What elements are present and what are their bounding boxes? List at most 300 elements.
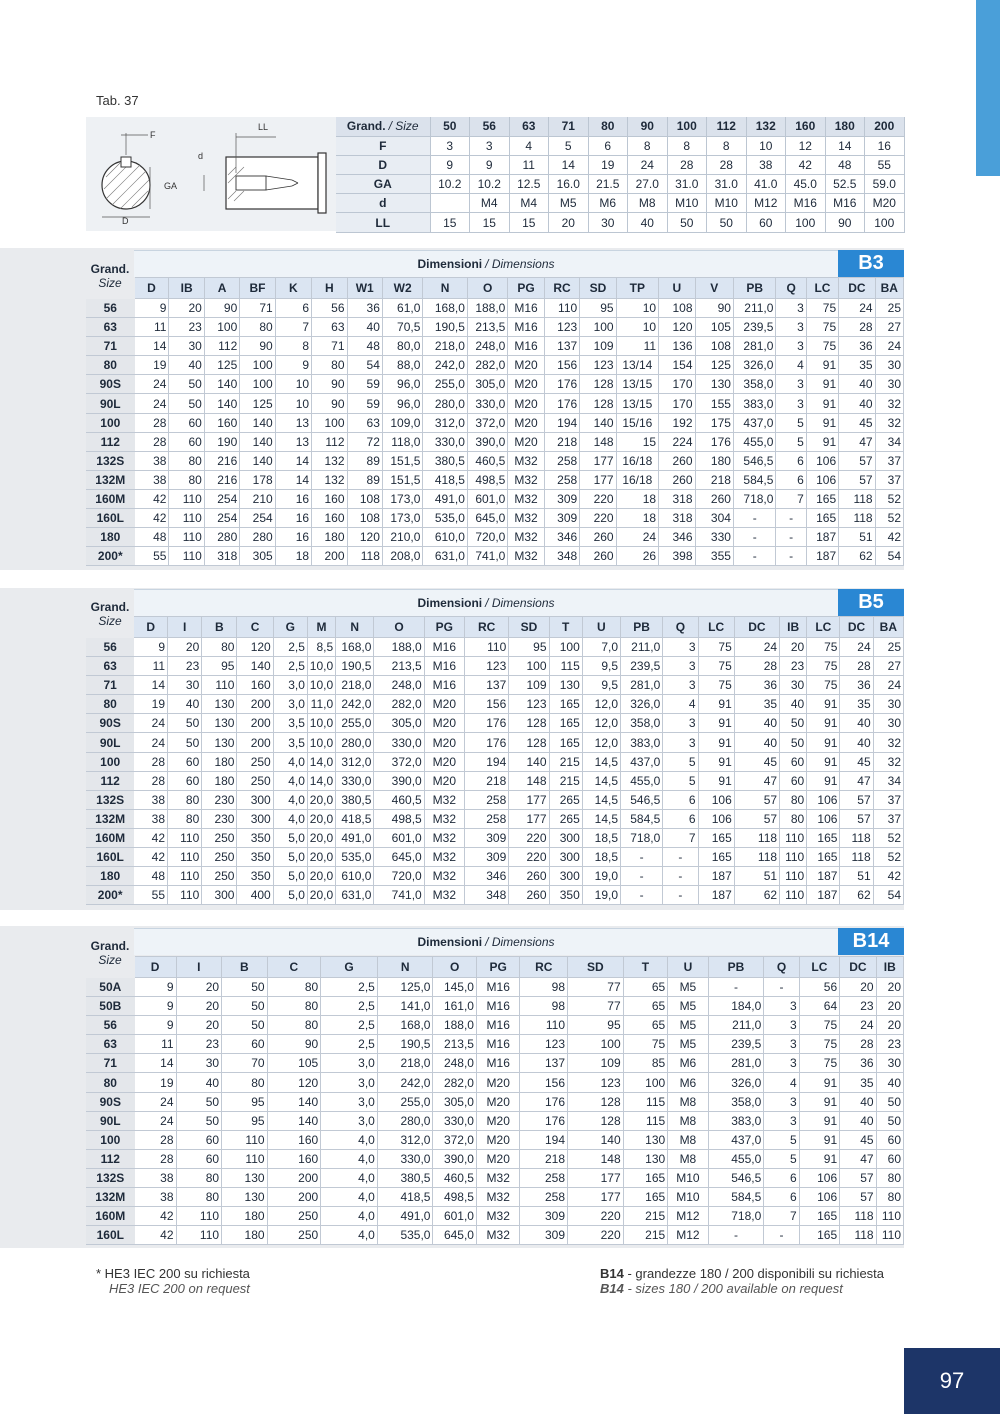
data-cell: 156 — [544, 356, 579, 375]
data-cell: 35 — [840, 695, 873, 714]
grand-label: Grand. Size — [90, 939, 130, 967]
data-cell: 125 — [204, 356, 239, 375]
data-cell: 5,0 — [273, 828, 307, 847]
data-cell: M20 — [508, 413, 544, 432]
data-cell: M32 — [424, 867, 464, 886]
data-cell: 220 — [580, 489, 616, 508]
data-cell: 250 — [202, 848, 237, 867]
data-cell: 14 — [135, 337, 169, 356]
data-cell: 2,5 — [321, 997, 378, 1016]
data-cell: 535,0 — [336, 848, 374, 867]
data-cell: 24 — [875, 337, 903, 356]
size-cell: 16 — [865, 136, 905, 155]
data-cell: 28 — [134, 771, 167, 790]
data-cell: 45 — [840, 1130, 876, 1149]
data-cell: 140 — [240, 451, 275, 470]
data-cell: 190,5 — [423, 318, 468, 337]
table-row — [86, 1092, 904, 1111]
data-cell: 326,0 — [708, 1073, 764, 1092]
column-header: TP — [616, 278, 658, 299]
data-cell: 260 — [659, 451, 695, 470]
table-row — [86, 1207, 904, 1226]
data-cell: 180 — [312, 528, 347, 547]
data-cell: 330,0 — [374, 733, 424, 752]
data-cell: 260 — [695, 489, 733, 508]
data-cell: 3 — [776, 299, 806, 318]
data-cell: 10,0 — [307, 676, 335, 695]
data-cell: - — [776, 547, 806, 566]
table-row — [86, 318, 904, 337]
data-cell: 120 — [267, 1073, 321, 1092]
data-cell: M12 — [668, 1226, 708, 1245]
column-header: U — [668, 957, 708, 978]
data-cell: 4,0 — [321, 1207, 378, 1226]
column-header: SD — [580, 278, 616, 299]
data-cell: 110 — [169, 528, 204, 547]
data-cell: 305,0 — [374, 714, 424, 733]
data-cell: 60 — [169, 432, 204, 451]
data-cell: 110 — [176, 1207, 222, 1226]
size-header-cell: 132 — [746, 117, 786, 136]
data-cell: 110 — [520, 1016, 568, 1035]
data-cell: 216 — [204, 470, 239, 489]
data-cell: 14,5 — [582, 771, 620, 790]
data-cell: 130 — [695, 375, 733, 394]
data-cell: 24 — [616, 528, 658, 547]
data-cell: 5 — [764, 1149, 799, 1168]
column-header: T — [549, 617, 582, 638]
data-cell: 210,0 — [382, 528, 422, 547]
data-cell: 190,5 — [377, 1035, 433, 1054]
data-cell: 242,0 — [423, 356, 468, 375]
data-cell: 3 — [764, 1111, 799, 1130]
data-cell: 50 — [222, 997, 268, 1016]
data-cell: 718,0 — [708, 1207, 764, 1226]
data-cell: 184,0 — [708, 997, 764, 1016]
data-cell: 118 — [840, 1226, 876, 1245]
data-cell: 165 — [549, 733, 582, 752]
data-cell: 140 — [204, 394, 239, 413]
data-cell: - — [663, 886, 698, 905]
data-cell: 170 — [659, 394, 695, 413]
data-cell: 455,0 — [708, 1149, 764, 1168]
data-cell: 80 — [168, 809, 202, 828]
size-cell: 3 — [430, 136, 470, 155]
column-header: G — [321, 957, 378, 978]
size-cell: 19 — [588, 155, 628, 174]
data-cell: 57 — [840, 1188, 876, 1207]
data-cell: 110 — [544, 299, 579, 318]
data-cell: M32 — [424, 790, 464, 809]
data-cell: M20 — [476, 1111, 520, 1130]
data-cell: 42 — [134, 828, 167, 847]
data-cell: 187 — [806, 547, 838, 566]
data-cell: 118 — [734, 828, 779, 847]
row-size-cell: 80 — [86, 695, 134, 714]
data-cell: 26 — [616, 547, 658, 566]
size-cell: 60 — [746, 213, 786, 232]
data-cell: 318 — [659, 509, 695, 528]
data-cell: 148 — [509, 771, 549, 790]
data-cell: M32 — [508, 470, 544, 489]
data-cell: 194 — [544, 413, 579, 432]
data-cell: 330 — [695, 528, 733, 547]
data-cell: 239,5 — [733, 318, 775, 337]
data-cell: 380,5 — [423, 451, 468, 470]
size-cell: 52.5 — [825, 175, 865, 194]
data-cell: 95 — [509, 638, 549, 657]
data-cell: 118 — [840, 1207, 876, 1226]
data-cell: 176 — [544, 394, 579, 413]
data-cell: 546,5 — [708, 1168, 764, 1187]
data-cell: 584,5 — [708, 1188, 764, 1207]
data-cell: 89 — [347, 470, 382, 489]
column-header: B — [202, 617, 237, 638]
data-cell: 165 — [698, 848, 734, 867]
size-cell: 31.0 — [707, 175, 747, 194]
data-cell: 24 — [134, 733, 167, 752]
data-cell: 108 — [347, 489, 382, 508]
size-cell: M16 — [825, 194, 865, 213]
data-cell: M6 — [668, 1054, 708, 1073]
data-cell: 176 — [544, 375, 579, 394]
data-cell: 218,0 — [336, 676, 374, 695]
data-cell: 610,0 — [423, 528, 468, 547]
data-cell: 65 — [623, 978, 668, 997]
table-row — [86, 299, 904, 318]
data-cell: 72 — [347, 432, 382, 451]
data-cell: 36 — [840, 676, 873, 695]
data-cell: 11,0 — [307, 695, 335, 714]
data-cell: 2,5 — [321, 1016, 378, 1035]
data-cell: 187 — [698, 886, 734, 905]
data-cell: 35 — [839, 356, 875, 375]
data-cell: 491,0 — [423, 489, 468, 508]
table-row — [86, 867, 904, 886]
row-size-cell: 56 — [86, 299, 135, 318]
data-cell: 36 — [347, 299, 382, 318]
table-row — [86, 489, 904, 508]
table-row — [86, 432, 904, 451]
row-size-cell: 80 — [86, 356, 135, 375]
data-cell: 91 — [698, 695, 734, 714]
data-cell: 60 — [168, 771, 202, 790]
data-cell: 242,0 — [336, 695, 374, 714]
data-cell: 24 — [135, 394, 169, 413]
size-cell: 38 — [746, 155, 786, 174]
data-cell: 48 — [135, 528, 169, 547]
data-cell: 71 — [240, 299, 275, 318]
data-cell: 18,5 — [582, 848, 620, 867]
data-cell: 60 — [176, 1149, 222, 1168]
size-cell: 41.0 — [746, 175, 786, 194]
data-cell: 584,5 — [733, 470, 775, 489]
table-row — [86, 695, 904, 714]
data-cell: 19,0 — [582, 867, 620, 886]
data-cell: 128 — [580, 375, 616, 394]
data-cell: 28 — [135, 413, 169, 432]
row-size-cell: 112 — [86, 771, 134, 790]
data-cell: 187 — [807, 886, 840, 905]
table-row — [86, 394, 904, 413]
data-cell: 75 — [623, 1035, 668, 1054]
column-header: RC — [520, 957, 568, 978]
data-cell: 27 — [875, 318, 903, 337]
size-cell: M8 — [628, 194, 668, 213]
data-cell: 23 — [840, 997, 876, 1016]
data-cell: 30 — [169, 337, 204, 356]
data-cell: 125 — [240, 394, 275, 413]
data-cell: 3 — [663, 733, 698, 752]
data-cell: 30 — [875, 356, 903, 375]
data-cell: 258 — [464, 790, 508, 809]
data-cell: 645,0 — [374, 848, 424, 867]
label-d: d — [198, 151, 204, 161]
data-cell: 250 — [267, 1226, 321, 1245]
table-row — [86, 375, 904, 394]
data-cell: 12,0 — [582, 733, 620, 752]
table-row — [86, 413, 904, 432]
data-cell: 180 — [222, 1226, 268, 1245]
dimensions-header: Dimensioni / Dimensions — [134, 250, 838, 277]
data-cell: 110 — [168, 828, 202, 847]
data-cell: 254 — [204, 509, 239, 528]
data-cell: 218 — [544, 432, 579, 451]
table-row — [86, 978, 904, 997]
data-cell: 128 — [509, 733, 549, 752]
column-header: PB — [621, 617, 663, 638]
size-cell: 15 — [470, 213, 510, 232]
note-right-en-badge: B14 — [600, 1281, 624, 1296]
data-cell: 165 — [623, 1188, 668, 1207]
size-cell: M6 — [588, 194, 628, 213]
data-cell: 165 — [549, 695, 582, 714]
data-cell: 75 — [698, 638, 734, 657]
data-cell: 16 — [275, 509, 311, 528]
data-cell: 128 — [568, 1111, 624, 1130]
b14-badge: B14 — [838, 928, 904, 955]
data-cell: 88,0 — [382, 356, 422, 375]
size-cell: M10 — [707, 194, 747, 213]
data-cell: 168,0 — [336, 638, 374, 657]
data-cell: 280 — [240, 528, 275, 547]
data-cell: 16 — [275, 489, 311, 508]
data-cell: 75 — [799, 1035, 839, 1054]
data-cell: 258 — [544, 470, 579, 489]
data-cell: 3,0 — [321, 1073, 378, 1092]
data-cell: 330,0 — [423, 432, 468, 451]
data-cell: 165 — [799, 1226, 839, 1245]
data-cell: 215 — [623, 1226, 668, 1245]
column-header: LC — [806, 278, 838, 299]
column-header: G — [273, 617, 307, 638]
data-cell: 35 — [734, 695, 779, 714]
data-cell: 98 — [520, 997, 568, 1016]
data-cell: 280,0 — [336, 733, 374, 752]
data-cell: 4,0 — [273, 790, 307, 809]
data-cell: 28 — [840, 1035, 876, 1054]
data-cell: 123 — [464, 657, 508, 676]
table-row — [86, 1073, 904, 1092]
data-cell: 100 — [509, 657, 549, 676]
data-cell: 165 — [807, 848, 840, 867]
data-cell: 118 — [839, 509, 875, 528]
data-cell: 4 — [663, 695, 698, 714]
data-cell: 260 — [509, 867, 549, 886]
data-cell: 60 — [876, 1149, 903, 1168]
data-cell: 42 — [875, 528, 903, 547]
data-cell: 45 — [840, 752, 873, 771]
data-cell: 165 — [807, 828, 840, 847]
column-header: DC — [734, 617, 779, 638]
data-cell: 16/18 — [616, 451, 658, 470]
data-cell: - — [621, 867, 663, 886]
data-cell: 215 — [549, 752, 582, 771]
data-cell: 75 — [799, 1054, 839, 1073]
tab-label: Tab. 37 — [96, 93, 139, 108]
data-cell: 52 — [873, 828, 903, 847]
data-cell: 23 — [168, 657, 202, 676]
data-cell: 155 — [695, 394, 733, 413]
data-cell: M12 — [668, 1207, 708, 1226]
data-cell: 23 — [780, 657, 807, 676]
data-cell: 80 — [222, 1073, 268, 1092]
label-F: F — [150, 130, 156, 140]
data-cell: 30 — [176, 1054, 222, 1073]
data-cell: 305,0 — [467, 375, 507, 394]
data-cell: M20 — [508, 356, 544, 375]
data-cell: 254 — [204, 489, 239, 508]
data-cell: 350 — [549, 886, 582, 905]
data-cell: 156 — [464, 695, 508, 714]
data-cell: 91 — [698, 733, 734, 752]
data-cell: 3,0 — [321, 1092, 378, 1111]
data-cell: 175 — [695, 413, 733, 432]
data-cell: 100 — [623, 1073, 668, 1092]
data-cell: 350 — [237, 848, 273, 867]
data-cell: 96,0 — [382, 394, 422, 413]
data-cell: 28 — [734, 657, 779, 676]
data-cell: 40 — [169, 356, 204, 375]
table-row — [86, 1016, 904, 1035]
data-cell: 348 — [464, 886, 508, 905]
table-row — [86, 828, 904, 847]
data-cell: 398 — [659, 547, 695, 566]
data-cell: 125,0 — [377, 978, 433, 997]
data-cell: 346 — [544, 528, 579, 547]
data-cell: 491,0 — [377, 1207, 433, 1226]
size-header-cell: 200 — [865, 117, 905, 136]
data-cell: 216 — [204, 451, 239, 470]
data-cell: 165 — [623, 1168, 668, 1187]
data-cell: 27 — [873, 657, 903, 676]
data-cell: M20 — [424, 771, 464, 790]
data-cell: 177 — [580, 470, 616, 489]
data-cell: 418,5 — [377, 1188, 433, 1207]
column-header: K — [275, 278, 311, 299]
row-size-cell: 63 — [86, 318, 135, 337]
data-cell: 80 — [312, 356, 347, 375]
data-cell: 91 — [698, 714, 734, 733]
data-cell: 9 — [135, 1016, 176, 1035]
data-cell: 37 — [875, 470, 903, 489]
table-row — [86, 1188, 904, 1207]
data-cell: 38 — [135, 1168, 176, 1187]
data-cell: 106 — [698, 790, 734, 809]
data-cell: 110 — [780, 828, 807, 847]
data-cell: M5 — [668, 1016, 708, 1035]
data-cell: M20 — [508, 432, 544, 451]
data-cell: 80 — [267, 1016, 321, 1035]
data-cell: 80 — [176, 1188, 222, 1207]
data-cell: 14,0 — [307, 752, 335, 771]
data-cell: 38 — [134, 809, 167, 828]
data-cell: 60 — [780, 752, 807, 771]
size-header-cell: 56 — [470, 117, 510, 136]
data-cell: 194 — [464, 752, 508, 771]
data-cell: 48 — [347, 337, 382, 356]
data-cell: 255,0 — [423, 375, 468, 394]
data-cell: 100 — [204, 318, 239, 337]
data-cell: 168,0 — [423, 299, 468, 318]
data-cell: 51 — [839, 528, 875, 547]
data-cell: 200 — [312, 547, 347, 566]
data-cell: 300 — [237, 790, 273, 809]
data-cell: 20 — [176, 1016, 222, 1035]
data-cell: 9 — [134, 638, 167, 657]
data-cell: 110 — [876, 1207, 903, 1226]
data-cell: 192 — [659, 413, 695, 432]
data-cell: 250 — [267, 1207, 321, 1226]
data-cell: 19 — [134, 695, 167, 714]
data-cell: 9 — [135, 299, 169, 318]
data-cell: 40 — [734, 733, 779, 752]
data-cell: 12,0 — [582, 695, 620, 714]
data-cell: 546,5 — [733, 451, 775, 470]
data-cell: 178 — [240, 470, 275, 489]
data-cell: 45 — [734, 752, 779, 771]
data-cell: 91 — [806, 432, 838, 451]
data-cell: 255,0 — [377, 1092, 433, 1111]
size-header-cell: 100 — [667, 117, 707, 136]
size-cell: 14 — [549, 155, 589, 174]
table-row — [86, 1130, 904, 1149]
data-cell: 34 — [873, 771, 903, 790]
dimensions-header: Dimensioni / Dimensions — [134, 928, 838, 955]
column-header: LC — [807, 617, 840, 638]
data-cell: M32 — [476, 1207, 520, 1226]
data-cell: 260 — [580, 547, 616, 566]
data-cell: 50 — [780, 733, 807, 752]
data-cell: 118 — [734, 848, 779, 867]
data-cell: 120 — [659, 318, 695, 337]
row-size-cell: 112 — [86, 432, 135, 451]
data-cell: 14,0 — [307, 771, 335, 790]
data-cell: 330,0 — [377, 1149, 433, 1168]
row-size-cell: 90L — [86, 1111, 135, 1130]
data-cell: 8 — [275, 337, 311, 356]
size-cell: 48 — [825, 155, 865, 174]
column-header: I — [176, 957, 222, 978]
data-cell: 100 — [568, 1035, 624, 1054]
data-cell: 535,0 — [423, 509, 468, 528]
row-size-cell: 90S — [86, 714, 134, 733]
data-cell: 18 — [275, 547, 311, 566]
column-header: Q — [663, 617, 698, 638]
data-cell: 309 — [544, 489, 579, 508]
data-cell: 326,0 — [621, 695, 663, 714]
data-cell: 23 — [876, 1035, 903, 1054]
